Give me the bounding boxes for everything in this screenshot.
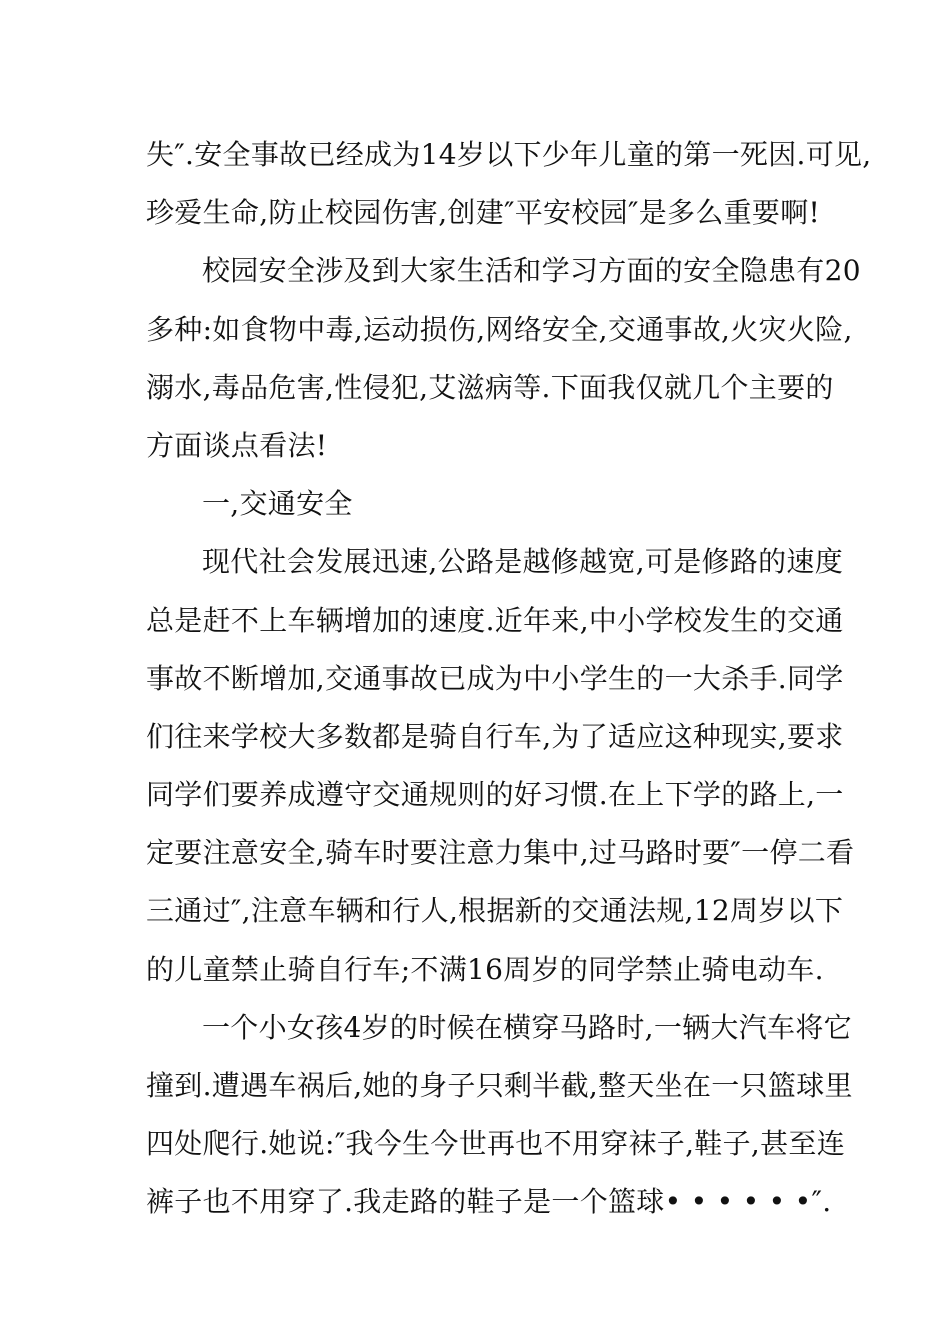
text-line: 事故不断增加,交通事故已成为中小学生的一大杀手.同学 bbox=[146, 661, 844, 695]
text-line: 的儿童禁止骑自行车;不满16周岁的同学禁止骑电动车. bbox=[146, 952, 824, 986]
text-line: 们往来学校大多数都是骑自行车,为了适应这种现实,要求 bbox=[146, 719, 844, 753]
text-line: 同学们要养成遵守交通规则的好习惯.在上下学的路上,一 bbox=[146, 778, 844, 812]
text-line: 四处爬行.她说:″我今生今世再也不用穿袜子,鞋子,甚至连 bbox=[146, 1127, 845, 1161]
text-line: 溺水,毒品危害,性侵犯,艾滋病等.下面我仅就几个主要的 bbox=[146, 370, 834, 404]
text-line: 失″.安全事故已经成为14岁以下少年儿童的第一死因.可见, bbox=[146, 138, 872, 171]
text-line: 多种:如食物中毒,运动损伤,网络安全,交通事故,火灾火险, bbox=[146, 312, 853, 346]
document-body bbox=[146, 126, 872, 1232]
text-line: 一个小女孩4岁的时候在横穿马路时,一辆大汽车将它 bbox=[202, 1010, 852, 1044]
text-line: 校园安全涉及到大家生活和学习方面的安全隐患有20 bbox=[202, 254, 861, 288]
text-line: 珍爱生命,防止校园伤害,创建″平安校园″是多么重要啊! bbox=[146, 196, 821, 230]
section-heading: 一,交通安全 bbox=[202, 487, 353, 521]
text-line: 撞到.遭遇车祸后,她的身子只剩半截,整天坐在一只篮球里 bbox=[146, 1069, 853, 1102]
text-line: 裤子也不用穿了.我走路的鞋子是一个篮球• • • • • •″. bbox=[146, 1185, 832, 1219]
text-line: 三通过″,注意车辆和行人,根据新的交通法规,12周岁以下 bbox=[146, 894, 844, 928]
text-line: 定要注意安全,骑车时要注意力集中,过马路时要″一停二看 bbox=[146, 836, 855, 870]
text-line: 现代社会发展迅速,公路是越修越宽,可是修路的速度 bbox=[202, 545, 844, 579]
text-line: 总是赶不上车辆增加的速度.近年来,中小学校发生的交通 bbox=[146, 603, 844, 637]
text-line: 方面谈点看法! bbox=[146, 428, 328, 462]
